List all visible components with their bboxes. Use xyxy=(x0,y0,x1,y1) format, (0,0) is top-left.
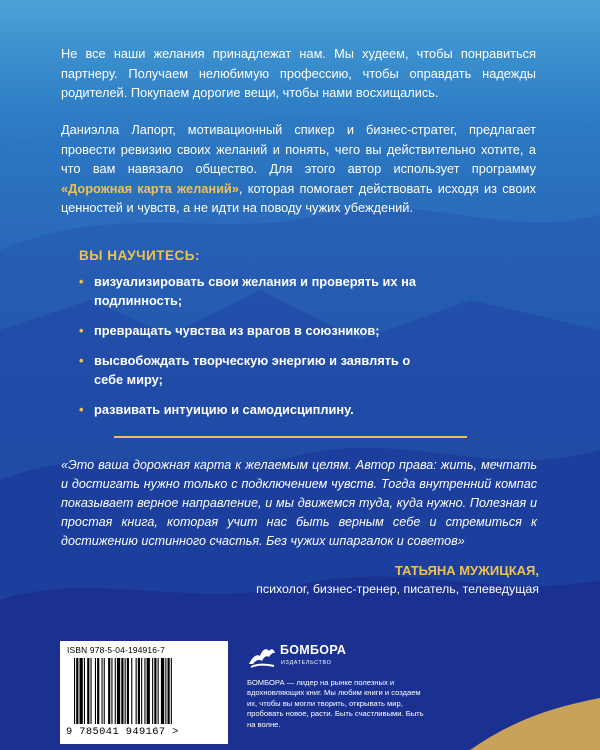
bullet-icon: • xyxy=(79,353,84,368)
barcode-bar xyxy=(87,658,89,724)
barcode-bar xyxy=(95,658,96,724)
barcode-bar xyxy=(117,658,120,724)
barcode-bar xyxy=(141,658,142,724)
publisher-subtitle: ИЗДАТЕЛЬСТВО xyxy=(281,660,332,666)
barcode-bar xyxy=(115,658,116,724)
barcode-digits: 9 785041 949167 > xyxy=(66,726,179,738)
learn-item: • визуализировать свои желания и проверять их на подлинность; xyxy=(79,274,416,308)
barcode-bars xyxy=(74,658,216,724)
quote-author-role: психолог, бизнес-тренер, писатель, телеведущая xyxy=(256,582,539,596)
barcode-bar xyxy=(138,658,140,724)
intro-paragraph-2 xyxy=(61,120,536,218)
barcode-bar xyxy=(121,658,123,724)
barcode-bar xyxy=(147,658,150,724)
barcode-bar xyxy=(102,658,103,724)
testimonial-quote: «Это ваша дорожная карта к желаемым целям. Автор права: жить, мечтать и достигать нужно только с подключением чувств. Тогда внутренний компас показывает верное направление, и мы движемся туда, куда нужно. Полезная и простая книга, которая учит нас быть верным себе и стремиться к достижению истинного счастья. Без чужих шпаргалок и советов» xyxy=(61,458,537,548)
intro-p2-start: Даниэлла Лапорт, мотивационный спикер и бизнес-стратег, предлагает провести ревизию своих желаний и понять, чего вы действительно хотите, а что вам навязало общество. Для этого автор использует программу xyxy=(61,122,536,176)
barcode-bar xyxy=(74,658,75,724)
bullet-icon: • xyxy=(79,323,84,338)
publisher-name: БОМБОРА xyxy=(280,643,347,657)
barcode-bar xyxy=(152,658,153,724)
barcode-bar xyxy=(76,658,78,724)
barcode-bar xyxy=(136,658,137,724)
learn-item: • высвобождать творческую энергию и заявлять о себе миру; xyxy=(79,353,411,387)
section-divider xyxy=(114,436,467,438)
barcode-bar xyxy=(158,658,159,724)
isbn-barcode xyxy=(60,641,228,744)
learn-item: • превращать чувства из врагов в союзников; xyxy=(79,323,380,338)
barcode-bar xyxy=(108,658,110,724)
program-name-highlight: «Дорожная карта желаний» xyxy=(61,180,239,196)
isbn-number: ISBN 978-5-04-194916-7 xyxy=(67,645,165,655)
intro-p2-end: , которая помогает действовать исходя из своих ценностей и чувств, а не идти на поводу чужих убеждений. xyxy=(61,180,536,215)
barcode-bar xyxy=(165,658,166,724)
learn-section-title: ВЫ НАУЧИТЕСЬ: xyxy=(79,248,200,263)
barcode-bar xyxy=(131,658,132,724)
learn-item: • развивать интуицию и самодисциплину. xyxy=(79,402,354,417)
barcode-bar xyxy=(84,658,85,724)
learn-list xyxy=(79,272,439,430)
barcode-bar xyxy=(154,658,156,724)
publisher-description: БОМБОРА — лидер на рынке полезных и вдохновляющих книг. Мы любим книги и создаем их, чтобы вы могли творить, открывать мир, пробовать новое, расти. Быть счастливыми. Быть на волне. xyxy=(247,678,424,729)
quote-author-name: ТАТЬЯНА МУЖИЦКАЯ, xyxy=(394,563,539,578)
barcode-bar xyxy=(91,658,92,724)
bombora-logo-icon xyxy=(247,640,277,670)
barcode-bar xyxy=(168,658,170,724)
barcode-bar xyxy=(111,658,112,724)
barcode-bar xyxy=(97,658,99,724)
bullet-icon: • xyxy=(79,274,84,289)
barcode-bar xyxy=(104,658,105,724)
barcode-bar xyxy=(161,658,164,724)
barcode-bar xyxy=(127,658,129,724)
barcode-bar xyxy=(125,658,126,724)
barcode-bar xyxy=(80,658,83,724)
barcode-bar xyxy=(144,658,145,724)
intro-paragraph-1: Не все наши желания принадлежат нам. Мы худеем, чтобы понравиться партнеру. Получаем нелюбимую профессию, чтобы оправдать надежды родителей. Покупаем дорогие вещи, чтобы нами восхищались. xyxy=(61,46,536,100)
bullet-icon: • xyxy=(79,402,84,417)
barcode-bar xyxy=(171,658,172,724)
